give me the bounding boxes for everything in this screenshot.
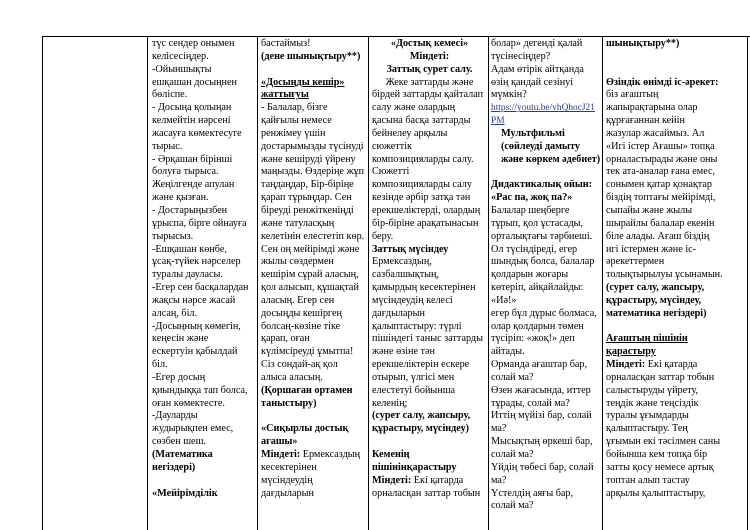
text-line [606, 64, 746, 77]
text-line: кесектерінен [261, 461, 317, 473]
task-text: Екі қатарда [411, 474, 464, 486]
text-line: шындық болса, балалар [491, 256, 595, 268]
text-line [261, 64, 367, 77]
text-line: бірдей заттарды қайталап [372, 89, 484, 101]
text-line: түсінесіңдер? [491, 50, 551, 62]
text-line: Ағаштың пішінін [606, 333, 688, 345]
text-line: таңдаңдар, Бір-біріңе [261, 179, 354, 191]
text-line: (Математика [152, 449, 213, 460]
text-line: «Досыңды кешір» [261, 76, 345, 88]
text-line: Өзіндік өнімді іс-әрекет: [606, 76, 719, 88]
text-line: жудырықпен емес, [152, 423, 234, 435]
text-line: сазбалшықтың, [372, 269, 440, 281]
text-line [606, 359, 746, 372]
text-line: қол алысып, құшақтай [261, 282, 359, 294]
text-line: тұрады, солай ма? [491, 397, 570, 409]
text-line: және татуласқың [261, 217, 335, 229]
text-line: және қызған. [152, 192, 209, 204]
text-line: Ол түсіндіреді, егер [491, 243, 578, 255]
table-cell-column-2 [261, 38, 367, 528]
text-line: композицияларды салу. [372, 153, 474, 165]
text-line: алсаң, біл. [152, 307, 198, 319]
text-line [261, 410, 367, 423]
text-line: болар» дегенді қалай [491, 38, 583, 49]
text-line: Дидактикалық ойын: [491, 179, 593, 191]
text-line: құрастыру, мүсіндеу) [372, 423, 470, 435]
text-line: қайғылы немесе [261, 115, 332, 127]
text-line: шырайлы балалар екенін [606, 217, 715, 229]
text-line: түс сендер онымен [152, 38, 235, 49]
text-line: тырысыз. [152, 230, 194, 242]
text-line: (Қоршаған ортамен [261, 384, 353, 396]
text-line: сюжеттік [372, 140, 412, 152]
text-line: пішіндегі таныс заттарды [372, 333, 483, 345]
text-line: болуға тырыса. [152, 166, 219, 178]
text-line: ешқашан досыңнен [152, 76, 237, 88]
text-line: - Достарыңызбен [152, 204, 228, 216]
text-line: тек ата-аналар ғана емес, [606, 166, 716, 178]
text-line: жаттығуы [261, 89, 309, 101]
text-line: ренжімеу үшін [261, 127, 326, 139]
text-line: «Игі істер Ағашы» топқа [606, 140, 715, 152]
text-line: «Иә!» [491, 294, 517, 306]
text-line: кезінде әрбір затқа тән [372, 192, 471, 204]
text-line [491, 166, 602, 179]
text-line [372, 436, 487, 449]
text-line: ма? [491, 474, 507, 486]
text-line: Адам өтірік айтқанда [491, 63, 584, 75]
text-line: алыса аласың. [261, 371, 323, 383]
text-line: «Мейірімділік [152, 487, 218, 499]
text-line: біздің топтағы мейірімді, [606, 192, 716, 204]
text-line: топтан алып тастау [606, 474, 690, 486]
text-line: математика негіздері) [606, 307, 707, 319]
text-line: қарап тұрыңдар. Сен [261, 192, 352, 204]
text-line: отырып, үлгісі мен [372, 371, 455, 383]
task-text: Ермексаздың [300, 449, 361, 460]
text-line: (сөйлеуді дамыту [501, 140, 580, 152]
text-line: аласың. Егер сен [261, 294, 335, 306]
text-line: Сен оң мейірімді және [261, 243, 360, 255]
text-line: егер бұл дұрыс болмаса, [491, 307, 597, 319]
text-line [261, 449, 367, 462]
text-line: «Рас па, жоқ па?» [491, 192, 573, 204]
text-line: солай ма? [491, 449, 534, 460]
text-line: «Сиқырлы достық [261, 423, 349, 435]
text-line [606, 51, 746, 64]
text-line: мүмкін? [491, 89, 527, 101]
text-line: және көркем әдебиет) [501, 153, 601, 165]
text-line: тырыс. [152, 140, 183, 152]
text-line: маңызды. Өздеріңе жұп [261, 166, 365, 178]
text-line: ағашы» [261, 436, 298, 448]
text-line: -Егер сен басқалардан [152, 282, 249, 294]
column-divider [488, 36, 489, 530]
text-line: қарап, оған [261, 333, 310, 345]
text-line: - Балалар, бізге [261, 102, 328, 114]
text-line: орналасқан заттар тобын [372, 487, 481, 499]
text-line: Балалар шеңберге [491, 204, 570, 216]
text-line: - Досыңа қолыңан [152, 102, 232, 114]
text-line: Заттық мүсіндеу [372, 243, 449, 255]
text-line: - Әрқашан бірінші [152, 153, 233, 165]
column-divider [368, 36, 369, 530]
text-line: сыпайы және жылы [606, 204, 693, 216]
text-line: келмейтін нәрсені [152, 115, 231, 127]
text-line: Кеменің [372, 449, 410, 460]
task-label: Міндеті: [606, 359, 646, 371]
text-line: ұрыспа, бірге ойнауға [152, 217, 247, 229]
text-line: бір-біріне арақатынасын [372, 217, 479, 229]
text-line: жазулар жасаймыз. Ал [606, 127, 705, 139]
text-line: ұғымын екі тәсілмен саны [606, 436, 721, 448]
task-label: Міндеті: [261, 449, 301, 460]
column-divider [602, 36, 603, 530]
text-line: Мультфильмі [501, 127, 565, 139]
text-line: елестетуі бойынша [372, 384, 456, 396]
text-line: мүсіндеудің [261, 474, 313, 486]
text-line: дағдыларын [372, 307, 425, 319]
text-line: өзің қандай сезінуі [491, 76, 574, 88]
text-line: бейнелеу арқылы [372, 127, 448, 139]
text-line: бастаймыз! [261, 38, 311, 49]
text-line: Үстелдің аяғы бар, [491, 487, 574, 499]
table-cell-column-1 [152, 38, 256, 528]
text-line: солай ма? [491, 371, 534, 383]
text-line: қамырдың кесектерінен [372, 282, 476, 294]
text-line: оған көмектесте. [152, 397, 225, 409]
video-link[interactable]: https://youtu.be/vhQhocJ21 [491, 103, 595, 114]
text-line: Орманда ағаштар бар, [491, 359, 588, 371]
column-divider [747, 36, 748, 530]
text-line: келенің; [372, 397, 408, 409]
text-line: затты қосу немесе артық [606, 461, 714, 473]
text-line: қалыптастыру: түрлі [372, 320, 462, 332]
text-line: кеңесін және [152, 333, 209, 345]
text-line: Иттің мүйізі бар, солай [491, 410, 592, 422]
text-line: сонымен қатар қонақтар [606, 179, 712, 191]
table-cell-column-5 [606, 38, 746, 528]
text-line: орналасқан заттар тобын [606, 371, 715, 383]
text-line: айтады. [491, 346, 525, 358]
text-line: беру. [372, 230, 394, 242]
text-line: қарастыру [606, 346, 656, 358]
text-line: толықтырылуы ұсынамын. [606, 269, 723, 281]
text-line: біл. [152, 359, 168, 371]
text-line: туралы дауласы. [152, 269, 223, 281]
text-line: досыңды кешіргең [261, 307, 342, 319]
table-top-border [42, 36, 750, 37]
text-line: Жеке заттарды және [385, 76, 474, 88]
text-line: Ермексаздың, [372, 256, 432, 268]
text-line: -Досыңның көмегін, [152, 320, 241, 332]
text-line: шынықтыру**) [606, 38, 680, 49]
text-line: олар қолдарын төмен [491, 320, 584, 332]
text-line: тұрып, қол ұстасады, [491, 217, 584, 229]
text-line: (сурет салу, жапсыру, [372, 410, 471, 422]
task-label: Міндеті: [372, 474, 412, 486]
text-line: достарымызды түсінуді [261, 140, 364, 152]
text-line: күлімсіреуді ұмытпа! [261, 346, 354, 358]
text-line: композицияларды салу [372, 179, 472, 191]
text-line: Міндеті: [409, 50, 450, 62]
text-line: қалыптастыру. Тең [606, 423, 688, 435]
text-line: теңдік және теңсіздік [606, 397, 699, 409]
video-link[interactable]: PM [491, 116, 505, 127]
text-line: болсаң-көзіне тіке [261, 320, 341, 332]
text-line: және кешіруді үйрену [261, 153, 356, 165]
text-line: ерекшеліктерді, олардың [372, 204, 481, 216]
text-line: Сюжетті [372, 166, 410, 178]
text-line: келісесіңдер. [152, 50, 209, 62]
text-line: ма? [491, 423, 507, 435]
text-line: -Егер досың [152, 371, 206, 383]
text-line: бойынша кем топқа бір [606, 449, 708, 460]
text-line: (дене шынықтыру**) [261, 50, 361, 62]
text-line: (сурет салу, жапсыру, [606, 282, 705, 294]
text-line: біреуді ренжіткеніңді [261, 204, 354, 216]
text-line: -Ойыншықты [152, 63, 212, 75]
text-line [606, 321, 746, 334]
text-line: -Ешқашан көнбе, [152, 243, 227, 255]
text-line: Үйдің төбесі бар, солай [491, 461, 594, 473]
text-line: туралы ұғымдарды [606, 410, 689, 422]
text-line: Өзен жағасында, иттер [491, 384, 591, 396]
text-line: біле алады. Ағаш біздің [606, 230, 710, 242]
text-line: негіздері) [152, 461, 196, 473]
text-line: әрекеттермен [606, 256, 665, 268]
text-line: бөліспе. [152, 89, 188, 101]
text-line: құрғағаннан кейін [606, 115, 685, 127]
text-line: Мысықтың өркеші бар, [491, 436, 593, 448]
text-line: ерекшеліктерін ескере [372, 359, 470, 371]
text-line: келетінін елестетіп көр. [261, 230, 365, 242]
text-line: пішінінқарастыру [372, 461, 457, 473]
text-line [152, 475, 256, 488]
text-line: ескертуін қабылдай [152, 346, 238, 358]
text-line: мүсіндеудің келесі [372, 294, 453, 306]
text-line: игі істермен және іс- [606, 243, 697, 255]
text-line: көтеріп, айқайлайды: [491, 282, 584, 294]
text-line: дағдыларын [261, 487, 314, 499]
table-cell-column-4 [491, 38, 602, 528]
text-line: қиындыққа тап болса, [152, 384, 248, 396]
table-cell-column-3 [372, 38, 487, 528]
text-line: салыстыруды үйрету, [606, 384, 699, 396]
text-line: түсіріп: «жоқ!» деп [491, 333, 575, 345]
text-line: құрастыру, мүсіндеу, [606, 294, 702, 306]
text-line: орналастырады және оны [606, 153, 718, 165]
text-line: жапырақтарына олар [606, 102, 698, 114]
text-line: жылы сөздермен [261, 256, 334, 268]
text-line: қасына басқа заттарды [372, 115, 471, 127]
text-line: салу және олардың [372, 102, 456, 114]
column-divider [147, 36, 148, 530]
text-line: Сіз сондай-ақ қол [261, 359, 338, 371]
text-line: таныстыру) [261, 397, 317, 409]
text-line: біз ағаштың [606, 89, 659, 101]
text-line: солай ма? [491, 500, 534, 512]
column-divider [257, 36, 258, 530]
text-line: сөзбен шеш. [152, 436, 206, 448]
text-line: жасауға көмектесуге [152, 127, 242, 139]
text-line: ұсақ-түйек нәрселер [152, 256, 241, 268]
text-line: -Дауларды [152, 410, 198, 422]
task-text: Екі қатарда [645, 359, 698, 371]
text-line: Заттық сурет салу. [386, 63, 473, 75]
text-line: қолдарын жоғары [491, 269, 569, 281]
text-line: арқылы қалыптастыру, [606, 487, 706, 499]
text-line: «Достық кемесі» [390, 38, 469, 49]
text-line [372, 475, 487, 488]
text-line: жақсы нәрсе жасай [152, 294, 236, 306]
text-line: орталықтағы тәрбиеші. [491, 230, 593, 242]
text-line: Жеңілгенде апулан [152, 179, 235, 191]
text-line: және өзіне тән [372, 346, 435, 358]
column-divider [42, 36, 43, 530]
text-line: кешірім сұрай аласың, [261, 269, 359, 281]
